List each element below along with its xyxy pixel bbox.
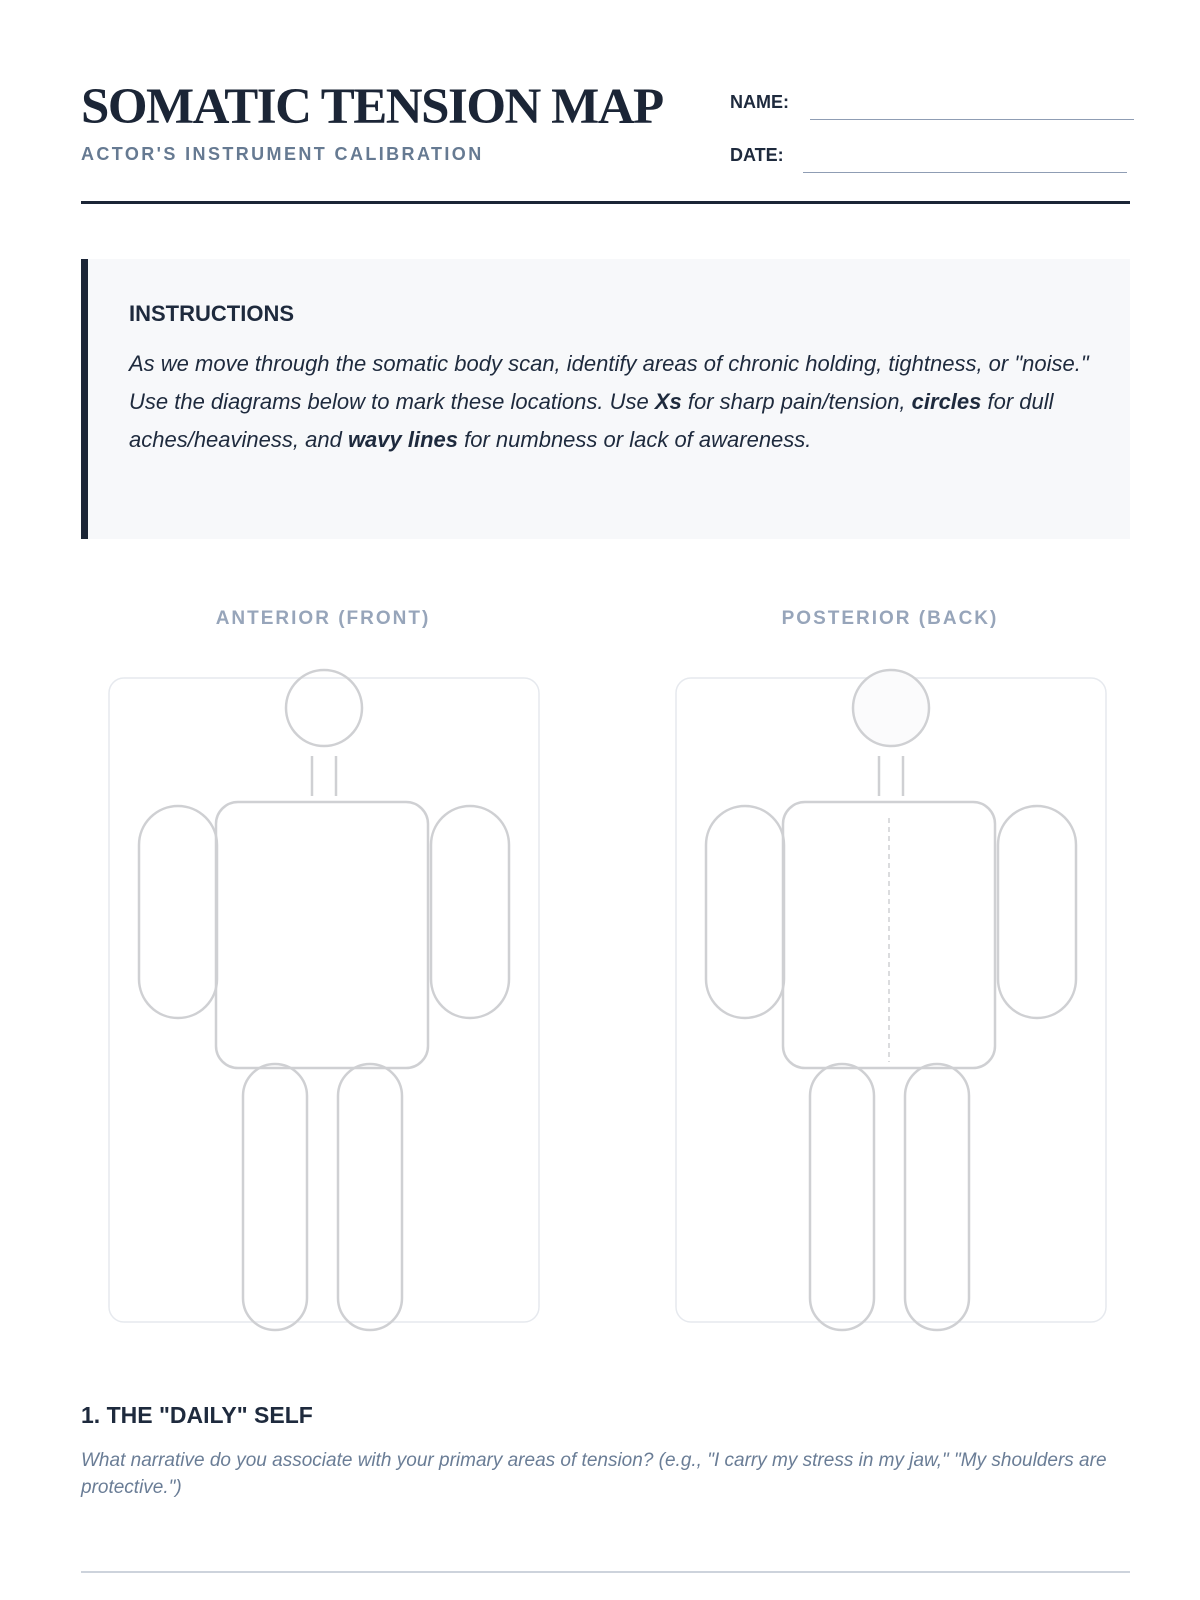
- page-title: SOMATIC TENSION MAP: [81, 79, 663, 135]
- instructions-text-part: for sharp pain/tension,: [681, 389, 912, 414]
- name-field[interactable]: [810, 119, 1134, 120]
- section-1-prompt: What narrative do you associate with your primary areas of tension? (e.g., "I carry my stress in my jaw," "My shoulders are protective."): [81, 1450, 1107, 1498]
- instructions-text: [129, 345, 1089, 459]
- instructions-text-part: As we move through the somatic body scan, identify areas of chronic holding, tightness, or "noise." Use the diagrams below to mark these locations. Use: [129, 351, 1089, 414]
- instructions-text-part: for numbness or lack of awareness.: [458, 427, 812, 452]
- back-head[interactable]: [853, 670, 929, 746]
- back-diagram-frame: [676, 678, 1106, 1322]
- instructions-text-part: for dull aches/heaviness, and: [129, 389, 1054, 452]
- instructions-box: [81, 259, 1130, 539]
- front-diagram-frame: [109, 678, 539, 1322]
- section-1-answer-line[interactable]: [81, 1571, 1130, 1573]
- front-diagram-label: ANTERIOR (FRONT): [215, 608, 431, 629]
- front-body-diagram[interactable]: [108, 660, 540, 1340]
- date-label: DATE:: [730, 145, 784, 165]
- circles-term: circles: [911, 389, 982, 414]
- section-1-title: 1. THE "DAILY" SELF: [81, 1402, 313, 1428]
- back-body-diagram[interactable]: [675, 660, 1107, 1340]
- date-field[interactable]: [803, 172, 1127, 173]
- wavy-lines-term: wavy lines: [347, 427, 459, 452]
- instructions-heading: INSTRUCTIONS: [129, 301, 294, 326]
- name-label: NAME:: [730, 92, 789, 112]
- page-subtitle: ACTOR'S INSTRUMENT CALIBRATION: [81, 144, 484, 164]
- xs-term: Xs: [654, 389, 682, 414]
- back-diagram-label: POSTERIOR (BACK): [781, 608, 999, 629]
- header-divider: [81, 201, 1130, 204]
